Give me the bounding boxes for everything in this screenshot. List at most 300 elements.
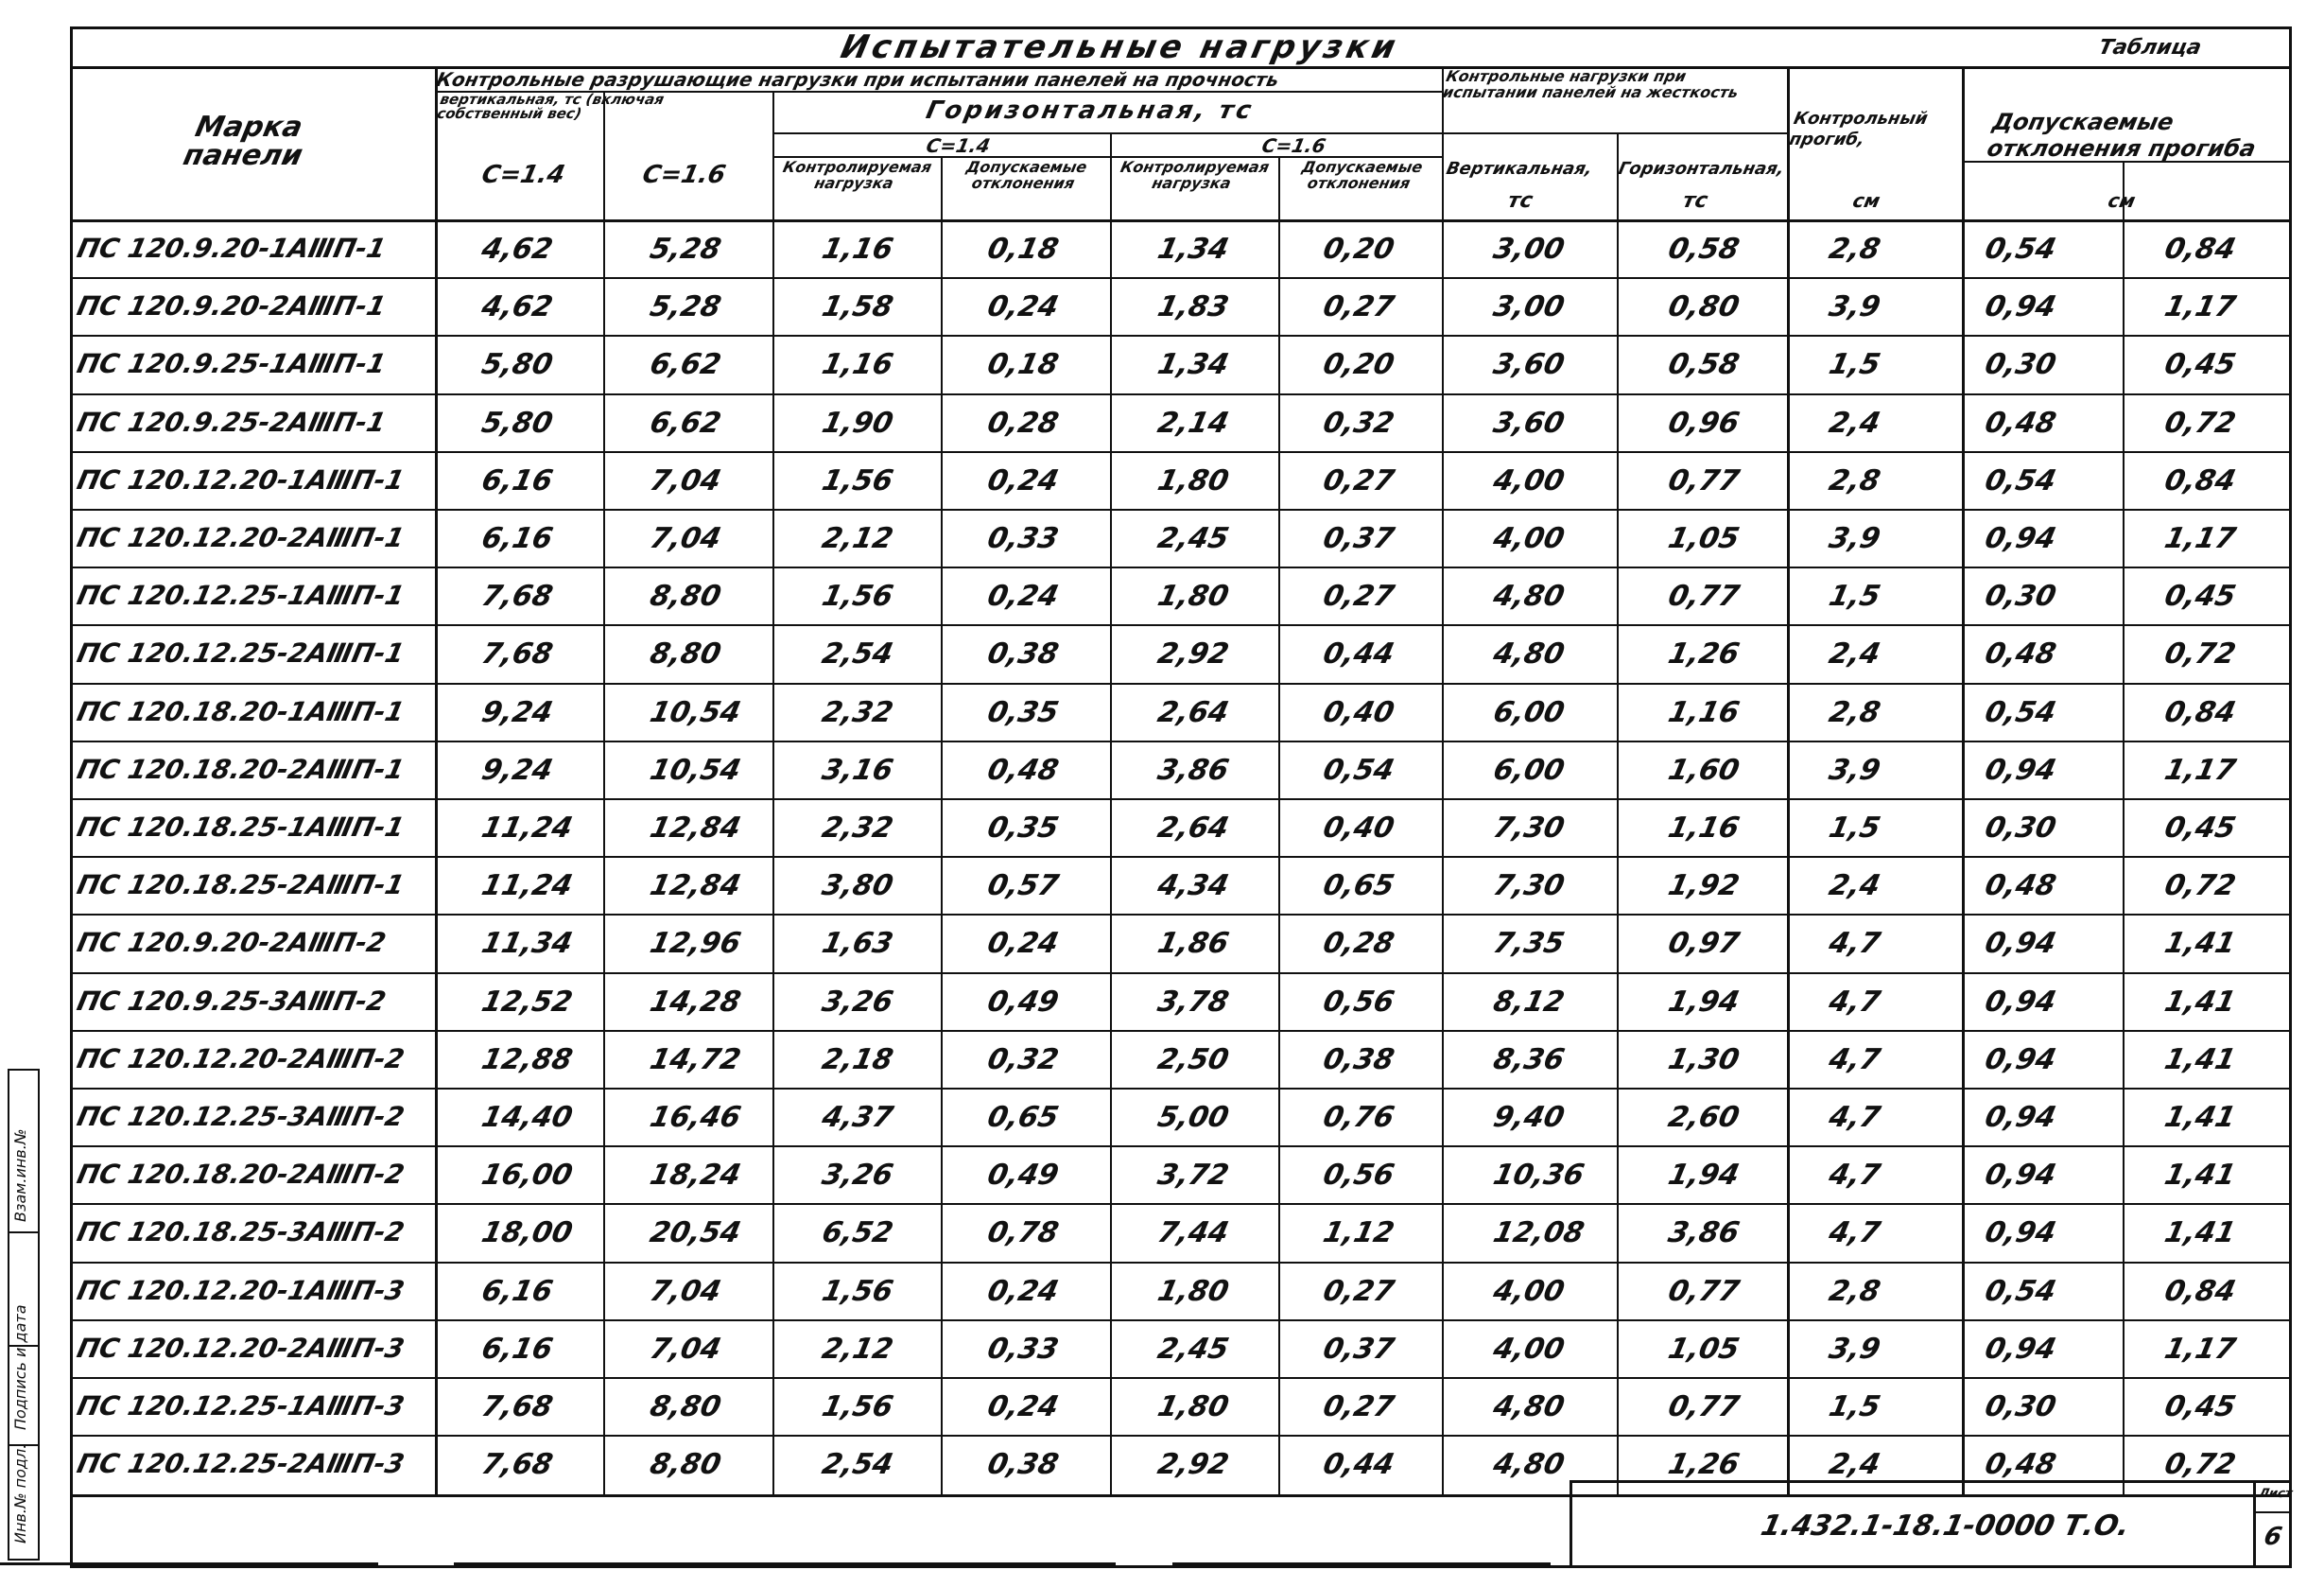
- table-cell: 4,62: [478, 233, 556, 266]
- table-cell: 3,9: [1826, 753, 1883, 787]
- table-cell: 1,05: [1665, 522, 1743, 555]
- table-cell: 9,24: [478, 753, 556, 787]
- table-cell: 12,84: [647, 869, 744, 903]
- table-cell: 4,7: [1826, 927, 1883, 961]
- table-cell: 10,36: [1490, 1159, 1587, 1193]
- table-cell: 7,68: [478, 1448, 556, 1482]
- table-cell: 1,92: [1665, 869, 1743, 903]
- table-cell: 0,24: [984, 1274, 1062, 1308]
- col-line-mark: [435, 66, 438, 1494]
- header-vert-c14: С=1.4: [478, 161, 568, 189]
- table-cell: 7,30: [1490, 811, 1568, 845]
- table-cell: 0,20: [1320, 233, 1397, 266]
- row-rule: [70, 1377, 2292, 1379]
- table-cell: 0,94: [1982, 1216, 2059, 1250]
- table-cell: 0,30: [1982, 1390, 2059, 1423]
- table-cell: 2,54: [819, 1448, 896, 1482]
- table-cell: 10,54: [647, 695, 744, 729]
- table-cell: 2,8: [1826, 695, 1883, 729]
- table-cell: 7,04: [647, 1332, 724, 1366]
- table-cell: 0,33: [984, 522, 1062, 555]
- header-allow-dev-16: Допускаемые отклонения: [1300, 158, 1425, 192]
- table-cell: 2,64: [1154, 695, 1232, 729]
- row-rule: [70, 451, 2292, 453]
- table-cell: 0,44: [1320, 637, 1397, 672]
- panel-mark-cell: ПС 120.18.20-1АⅢП-1: [74, 695, 408, 727]
- table-cell: 0,77: [1665, 580, 1743, 614]
- table-cell: 3,9: [1826, 290, 1883, 324]
- table-cell: 0,48: [984, 753, 1062, 787]
- table-cell: 0,76: [1320, 1101, 1397, 1134]
- table-cell: 8,36: [1490, 1042, 1568, 1076]
- panel-mark-cell: ПС 120.12.20-1АⅢП-1: [74, 463, 408, 496]
- table-cell: 6,16: [478, 463, 556, 497]
- table-cell: 4,80: [1490, 1390, 1568, 1423]
- side-inv: Инв.№ подл.: [11, 1443, 29, 1544]
- table-cell: 2,14: [1154, 406, 1232, 440]
- row-rule: [70, 1145, 2292, 1147]
- header-allowed-dev-defl: Допускаемые отклонения прогиба: [1985, 109, 2259, 162]
- panel-mark-cell: ПС 120.12.25-3АⅢП-2: [74, 1101, 408, 1132]
- table-cell: 4,00: [1490, 1274, 1568, 1308]
- table-cell: 11,24: [478, 869, 576, 903]
- table-cell: 0,96: [1665, 406, 1743, 440]
- table-cell: 8,80: [647, 580, 724, 614]
- table-cell: 2,60: [1665, 1101, 1743, 1134]
- table-cell: 4,7: [1826, 1159, 1883, 1193]
- table-cell: 14,72: [647, 1042, 744, 1076]
- row-rule: [70, 624, 2292, 626]
- table-cell: 4,80: [1490, 580, 1568, 614]
- table-cell: 1,83: [1154, 290, 1232, 324]
- table-cell: 3,60: [1490, 348, 1568, 382]
- table-cell: 1,60: [1665, 753, 1743, 787]
- panel-mark-cell: ПС 120.9.25-2АⅢП-1: [74, 406, 390, 438]
- side-stamp: [8, 1069, 40, 1561]
- table-cell: 11,34: [478, 927, 576, 961]
- table-cell: 4,7: [1826, 1216, 1883, 1250]
- table-cell: 5,80: [478, 348, 556, 382]
- table-cell: 0,45: [2161, 580, 2239, 614]
- table-cell: 2,8: [1826, 233, 1883, 266]
- table-cell: 7,04: [647, 1274, 724, 1308]
- table-cell: 16,46: [647, 1101, 744, 1134]
- table-cell: 0,94: [1982, 290, 2059, 324]
- table-cell: 1,41: [2161, 1042, 2239, 1076]
- table-cell: 1,56: [819, 463, 896, 497]
- table-cell: 0,38: [1320, 1042, 1397, 1076]
- table-cell: 3,26: [819, 985, 896, 1019]
- table-cell: 3,80: [819, 869, 896, 903]
- table-cell: 0,45: [2161, 1390, 2239, 1423]
- table-cell: 4,80: [1490, 637, 1568, 672]
- table-cell: 0,27: [1320, 463, 1397, 497]
- table-cell: 1,86: [1154, 927, 1232, 961]
- table-cell: 2,12: [819, 1332, 896, 1366]
- header-control-strength: Контрольные разрушающие нагрузки при испытании панелей на прочность: [434, 68, 1281, 91]
- table-cell: 7,68: [478, 1390, 556, 1423]
- table-cell: 3,00: [1490, 233, 1568, 266]
- panel-mark-cell: ПС 120.12.25-1АⅢП-1: [74, 580, 408, 612]
- table-cell: 0,56: [1320, 1159, 1397, 1193]
- table-cell: 0,94: [1982, 1159, 2059, 1193]
- header-stiffness: Контрольные нагрузки при испытании панелей на жесткость: [1441, 67, 1741, 101]
- table-cell: 12,08: [1490, 1216, 1587, 1250]
- table-cell: 0,84: [2161, 233, 2239, 266]
- table-cell: 4,7: [1826, 1101, 1883, 1134]
- table-cell: 0,94: [1982, 1332, 2059, 1366]
- table-cell: 6,00: [1490, 753, 1568, 787]
- table-cell: 7,68: [478, 637, 556, 672]
- table-cell: 1,41: [2161, 1101, 2239, 1134]
- table-cell: 3,00: [1490, 290, 1568, 324]
- header-horiz2: Горизонтальная,: [1616, 159, 1786, 179]
- table-cell: 2,54: [819, 637, 896, 672]
- table-cell: 2,92: [1154, 637, 1232, 672]
- header-vertical: вертикальная, тс (включая собственный вес): [435, 91, 666, 122]
- header-tc-vert: тс: [1505, 189, 1535, 213]
- panel-mark-cell: ПС 120.9.25-3АⅢП-2: [74, 985, 390, 1017]
- table-cell: 3,86: [1154, 753, 1232, 787]
- table-cell: 1,56: [819, 1390, 896, 1423]
- table-cell: 4,7: [1826, 985, 1883, 1019]
- panel-mark-cell: ПС 120.12.20-2АⅢП-2: [74, 1042, 408, 1074]
- panel-mark-cell: ПС 120.12.20-1АⅢП-3: [74, 1274, 408, 1306]
- table-cell: 0,54: [1982, 233, 2059, 266]
- side-vzam: Взам.инв.№: [11, 1128, 29, 1222]
- table-cell: 3,78: [1154, 985, 1232, 1019]
- table-cell: 1,5: [1826, 580, 1883, 614]
- table-cell: 4,80: [1490, 1448, 1568, 1482]
- table-cell: 9,24: [478, 695, 556, 729]
- col-line-defl: [1787, 66, 1790, 1494]
- panel-mark-cell: ПС 120.18.20-2АⅢП-1: [74, 753, 408, 785]
- row-rule: [70, 567, 2292, 568]
- table-cell: 0,72: [2161, 406, 2239, 440]
- table-cell: 1,56: [819, 1274, 896, 1308]
- panel-mark-cell: ПС 120.12.25-1АⅢП-3: [74, 1390, 408, 1422]
- row-rule: [70, 914, 2292, 916]
- col-line-stiff: [1442, 66, 1444, 1494]
- table-cell: 0,57: [984, 869, 1062, 903]
- table-cell: 0,94: [1982, 927, 2059, 961]
- table-cell: 0,24: [984, 463, 1062, 497]
- table-label: Таблица: [2096, 36, 2204, 60]
- table-cell: 0,30: [1982, 580, 2059, 614]
- table-cell: 1,80: [1154, 580, 1232, 614]
- table-cell: 6,16: [478, 1332, 556, 1366]
- table-cell: 6,62: [647, 348, 724, 382]
- table-cell: 1,16: [1665, 811, 1743, 845]
- table-cell: 12,96: [647, 927, 744, 961]
- table-cell: 1,80: [1154, 1390, 1232, 1423]
- table-cell: 1,05: [1665, 1332, 1743, 1366]
- table-cell: 1,41: [2161, 985, 2239, 1019]
- table-cell: 0,28: [1320, 927, 1397, 961]
- table-cell: 0,48: [1982, 1448, 2059, 1482]
- panel-mark-cell: ПС 120.18.20-2АⅢП-2: [74, 1159, 408, 1191]
- table-cell: 0,20: [1320, 348, 1397, 382]
- table-cell: 0,56: [1320, 985, 1397, 1019]
- row-rule: [70, 856, 2292, 858]
- row-rule: [70, 393, 2292, 395]
- table-cell: 0,38: [984, 637, 1062, 672]
- table-cell: 3,9: [1826, 522, 1883, 555]
- panel-mark-cell: ПС 120.9.20-1АⅢП-1: [74, 233, 390, 264]
- row-rule: [70, 1203, 2292, 1205]
- table-cell: 1,34: [1154, 233, 1232, 266]
- title-block: [1570, 1480, 2292, 1568]
- table-cell: 1,58: [819, 290, 896, 324]
- table-cell: 2,32: [819, 695, 896, 729]
- header-horiz-c14: С=1.4: [924, 134, 993, 157]
- table-cell: 0,32: [984, 1042, 1062, 1076]
- table-cell: 1,41: [2161, 927, 2239, 961]
- panel-mark-cell: ПС 120.9.20-2АⅢП-2: [74, 927, 390, 959]
- table-cell: 1,94: [1665, 1159, 1743, 1193]
- table-cell: 4,37: [819, 1101, 896, 1134]
- table-cell: 7,30: [1490, 869, 1568, 903]
- table-cell: 1,17: [2161, 1332, 2239, 1366]
- table-cell: 4,00: [1490, 463, 1568, 497]
- table-cell: 0,37: [1320, 522, 1397, 555]
- table-cell: 8,80: [647, 637, 724, 672]
- table-cell: 0,24: [984, 1390, 1062, 1423]
- table-cell: 12,88: [478, 1042, 576, 1076]
- row-rule: [70, 1030, 2292, 1032]
- table-cell: 0,38: [984, 1448, 1062, 1482]
- table-cell: 1,80: [1154, 463, 1232, 497]
- table-cell: 1,16: [1665, 695, 1743, 729]
- panel-mark-cell: ПС 120.9.20-2АⅢП-1: [74, 290, 390, 323]
- table-cell: 0,65: [984, 1101, 1062, 1134]
- table-cell: 6,62: [647, 406, 724, 440]
- table-cell: 0,78: [984, 1216, 1062, 1250]
- table-cell: 4,7: [1826, 1042, 1883, 1076]
- table-cell: 2,92: [1154, 1448, 1232, 1482]
- table-cell: 0,84: [2161, 695, 2239, 729]
- row-rule: [70, 683, 2292, 685]
- table-cell: 1,94: [1665, 985, 1743, 1019]
- table-cell: 3,26: [819, 1159, 896, 1193]
- table-cell: 0,37: [1320, 1332, 1397, 1366]
- table-cell: 8,12: [1490, 985, 1568, 1019]
- table-cell: 1,34: [1154, 348, 1232, 382]
- table-cell: 0,80: [1665, 290, 1743, 324]
- row-rule: [70, 1319, 2292, 1321]
- table-cell: 0,18: [984, 233, 1062, 266]
- table-cell: 8,80: [647, 1390, 724, 1423]
- table-cell: 0,54: [1982, 1274, 2059, 1308]
- table-cell: 4,34: [1154, 869, 1232, 903]
- header-horiz-c16: С=1.6: [1259, 134, 1328, 157]
- table-cell: 1,41: [2161, 1216, 2239, 1250]
- table-cell: 0,40: [1320, 811, 1397, 845]
- table-cell: 1,30: [1665, 1042, 1743, 1076]
- table-cell: 3,72: [1154, 1159, 1232, 1193]
- panel-mark-cell: ПС 120.12.25-2АⅢП-1: [74, 637, 408, 670]
- table-cell: 2,50: [1154, 1042, 1232, 1076]
- row-rule: [70, 798, 2292, 800]
- panel-mark-cell: ПС 120.12.20-2АⅢП-3: [74, 1332, 408, 1364]
- table-cell: 0,48: [1982, 406, 2059, 440]
- table-cell: 12,52: [478, 985, 576, 1019]
- table-cell: 0,49: [984, 985, 1062, 1019]
- table-cell: 5,00: [1154, 1101, 1232, 1134]
- table-cell: 0,94: [1982, 753, 2059, 787]
- table-cell: 6,16: [478, 522, 556, 555]
- table-cell: 0,97: [1665, 927, 1743, 961]
- table-cell: 1,90: [819, 406, 896, 440]
- row-rule: [70, 972, 2292, 974]
- table-cell: 2,12: [819, 522, 896, 555]
- table-cell: 2,45: [1154, 522, 1232, 555]
- table-cell: 0,24: [984, 290, 1062, 324]
- table-cell: 0,58: [1665, 348, 1743, 382]
- table-cell: 7,68: [478, 580, 556, 614]
- table-cell: 4,00: [1490, 522, 1568, 555]
- table-cell: 2,4: [1826, 406, 1883, 440]
- header-horizontal: Горизонтальная, тс: [923, 96, 1257, 125]
- table-cell: 1,5: [1826, 811, 1883, 845]
- table-cell: 2,8: [1826, 463, 1883, 497]
- panel-mark-cell: ПС 120.12.20-2АⅢП-1: [74, 522, 408, 553]
- row-rule: [70, 1262, 2292, 1264]
- table-cell: 1,26: [1665, 637, 1743, 672]
- header-tc-horiz: тс: [1680, 189, 1710, 213]
- table-cell: 0,27: [1320, 1390, 1397, 1423]
- table-cell: 14,40: [478, 1101, 576, 1134]
- table-cell: 10,54: [647, 753, 744, 787]
- table-cell: 0,30: [1982, 811, 2059, 845]
- table-cell: 1,26: [1665, 1448, 1743, 1482]
- table-cell: 1,17: [2161, 290, 2239, 324]
- table-cell: 7,35: [1490, 927, 1568, 961]
- side-sign: Подпись и дата: [11, 1304, 29, 1430]
- panel-mark-cell: ПС 120.18.25-2АⅢП-1: [74, 869, 408, 901]
- row-rule: [70, 277, 2292, 279]
- table-cell: 12,84: [647, 811, 744, 845]
- table-cell: 2,4: [1826, 869, 1883, 903]
- table-cell: 0,40: [1320, 695, 1397, 729]
- table-cell: 0,72: [2161, 1448, 2239, 1482]
- panel-mark-cell: ПС 120.12.25-2АⅢП-3: [74, 1448, 408, 1480]
- table-cell: 2,4: [1826, 1448, 1883, 1482]
- row-rule: [70, 1435, 2292, 1437]
- table-cell: 0,45: [2161, 348, 2239, 382]
- header-allow-dev-14: Допускаемые отклонения: [964, 158, 1089, 192]
- header-cm: см: [1850, 189, 1882, 212]
- table-cell: 18,24: [647, 1159, 744, 1193]
- table-cell: 0,54: [1982, 695, 2059, 729]
- table-cell: 0,28: [984, 406, 1062, 440]
- table-cell: 14,28: [647, 985, 744, 1019]
- table-cell: 0,30: [1982, 348, 2059, 382]
- table-cell: 9,40: [1490, 1101, 1568, 1134]
- table-cell: 1,12: [1320, 1216, 1397, 1250]
- table-cell: 0,54: [1982, 463, 2059, 497]
- table-cell: 0,32: [1320, 406, 1397, 440]
- table-cell: 0,24: [984, 927, 1062, 961]
- table-cell: 0,35: [984, 695, 1062, 729]
- table-title: Испытательные нагрузки: [837, 28, 1403, 66]
- table-cell: 0,94: [1982, 1101, 2059, 1134]
- table-cell: 0,77: [1665, 463, 1743, 497]
- panel-mark-cell: ПС 120.18.25-3АⅢП-2: [74, 1216, 408, 1248]
- table-cell: 2,4: [1826, 637, 1883, 672]
- table-cell: 2,45: [1154, 1332, 1232, 1366]
- header-vert2: Вертикальная,: [1444, 159, 1594, 179]
- table-cell: 0,94: [1982, 985, 2059, 1019]
- table-cell: 0,84: [2161, 463, 2239, 497]
- table-cell: 1,5: [1826, 1390, 1883, 1423]
- table-cell: 0,44: [1320, 1448, 1397, 1482]
- panel-mark-cell: ПС 120.18.25-1АⅢП-1: [74, 811, 408, 843]
- table-cell: 3,86: [1665, 1216, 1743, 1250]
- row-rule: [70, 741, 2292, 742]
- table-cell: 1,5: [1826, 348, 1883, 382]
- table-cell: 7,44: [1154, 1216, 1232, 1250]
- table-cell: 1,16: [819, 348, 896, 382]
- table-cell: 16,00: [478, 1159, 576, 1193]
- table-cell: 1,41: [2161, 1159, 2239, 1193]
- table-cell: 3,9: [1826, 1332, 1883, 1366]
- document-code: 1.432.1-18.1-0000 Т.О.: [1758, 1509, 2133, 1543]
- col-line-allow: [1962, 66, 1965, 1494]
- table-cell: 0,94: [1982, 522, 2059, 555]
- table-cell: 0,33: [984, 1332, 1062, 1366]
- row-rule: [70, 335, 2292, 337]
- table-cell: 2,64: [1154, 811, 1232, 845]
- table-cell: 6,16: [478, 1274, 556, 1308]
- header-vert-c16: С=1.6: [639, 161, 729, 189]
- table-cell: 0,48: [1982, 637, 2059, 672]
- header-mark: Марка панели: [180, 111, 306, 172]
- table-cell: 0,27: [1320, 1274, 1397, 1308]
- table-cell: 1,80: [1154, 1274, 1232, 1308]
- header-control-load-14: Контролируемая нагрузка: [781, 158, 934, 192]
- table-cell: 2,8: [1826, 1274, 1883, 1308]
- table-cell: 1,63: [819, 927, 896, 961]
- table-cell: 0,45: [2161, 811, 2239, 845]
- header-rule-bottom: [70, 219, 2292, 222]
- table-cell: 7,04: [647, 522, 724, 555]
- table-cell: 7,04: [647, 463, 724, 497]
- table-cell: 0,35: [984, 811, 1062, 845]
- table-cell: 0,65: [1320, 869, 1397, 903]
- table-cell: 4,00: [1490, 1332, 1568, 1366]
- table-cell: 1,17: [2161, 522, 2239, 555]
- table-cell: 0,49: [984, 1159, 1062, 1193]
- table-cell: 2,18: [819, 1042, 896, 1076]
- panel-mark-cell: ПС 120.9.25-1АⅢП-1: [74, 348, 390, 380]
- table-cell: 5,80: [478, 406, 556, 440]
- table-cell: 0,77: [1665, 1390, 1743, 1423]
- table-cell: 0,94: [1982, 1042, 2059, 1076]
- table-cell: 0,72: [2161, 869, 2239, 903]
- table-cell: 8,80: [647, 1448, 724, 1482]
- table-cell: 0,18: [984, 348, 1062, 382]
- table-cell: 11,24: [478, 811, 576, 845]
- header-control-load-16: Контролируемая нагрузка: [1119, 158, 1272, 192]
- table-cell: 0,24: [984, 580, 1062, 614]
- table-cell: 3,60: [1490, 406, 1568, 440]
- table-cell: 18,00: [478, 1216, 576, 1250]
- table-cell: 0,84: [2161, 1274, 2239, 1308]
- table-cell: 0,48: [1982, 869, 2059, 903]
- table-cell: 0,27: [1320, 580, 1397, 614]
- table-cell: 1,16: [819, 233, 896, 266]
